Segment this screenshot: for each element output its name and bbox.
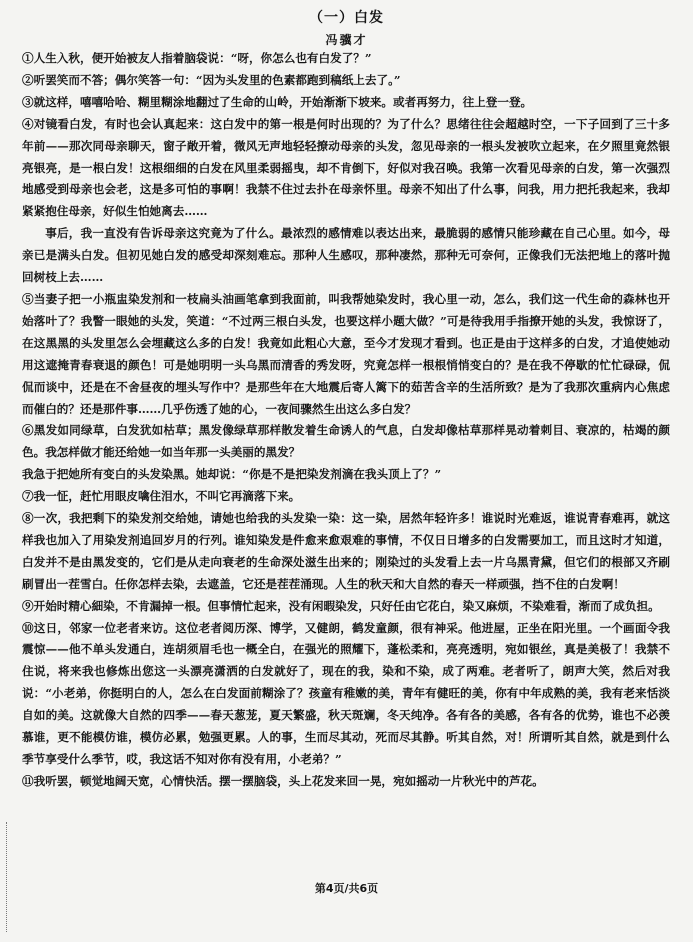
- paragraph-7: ⑦我一怔，赶忙用眼皮噙住泪水，不叫它再滴落下来。: [22, 489, 301, 504]
- paragraph-4: ④对镜看白发，有时也会认真起来：这白发中的第一根是何时出现的？为了什么？思绪往往会超越时空，一下子回到了三十多年前——那次同母亲聊天，窗子敞开着，微风无声地轻轻撩动母亲的头发，忽见母亲的一根头发被吹立起来，在夕照里竟然银亮银亮，是一根白发！这根细细的白发在风里柔弱摇曳，却不肯倒下，好似对我召唤。我第一次看见母亲的白发，第一次强烈地感受到母亲也会老，这是多可怕的事啊！我禁不住过去扑在母亲怀里。母亲不知出了什么事，问我，用力把托我起来，我却紧紧抱住母亲，好似生怕她离去……: [22, 116, 670, 219]
- article-author: 冯骥才: [325, 33, 368, 47]
- paragraph-3: ③就这样，嘻嘻哈哈、糊里糊涂地翻过了生命的山岭，开始渐渐下坡来。或者再努力，往上登一登。: [22, 94, 533, 109]
- paragraph-6-continued: 我急于把她所有变白的头发染黑。她却说：“你是不是把染发剂滴在我头顶上了？”: [22, 467, 442, 482]
- paragraph-9: ⑨开始时精心細染，不肯漏掉一根。但事情忙起来，没有闲暇染发，只好任由它花白，染又麻烦，不染难看，渐而了成负担。: [22, 598, 660, 613]
- article-body: [22, 48, 670, 793]
- paragraph-6: ⑥黑发如同绿草，白发犹如枯草；黑发像绿草那样散发着生命诱人的气息，白发却像枯草那样晃动着刺目、衰凉的，枯竭的颜色。我怎样做才能还给她一如当年那一头美丽的黑发？: [22, 423, 670, 460]
- paragraph-4-continued: 事后，我一直没有告诉母亲这究竟为了什么。最浓烈的感情难以表达出来，最脆弱的感情只能珍藏在自己心里。如今，母亲已是满头白发。但初见她白发的感受却深刻难忘。那种人生感叹，那种凄然，那种无可奈何，正像我们无法把地上的落叶抛回树枝上去……: [22, 226, 670, 285]
- article-title: （一）白发: [309, 10, 384, 26]
- paragraph-5: ⑤当妻子把一小瓶盅染发剂和一枝扁头油画笔拿到我面前，叫我帮她染发时，我心里一动，怎么，我们这一代生命的森林也开始落叶了？我瞥一眼她的头发，笑道：“不过两三根白头发，也要这样小题大做？”可是待我用手指撩开她的头发，我惊讶了，在这黑黑的头发里怎么会埋藏这么多的白发！我竟如此粗心大意，至今才发现才看到。也正是由于这样多的白发，才追使她动用这遮掩青春衰退的颜色！可是她明明一头乌黑而清香的秀发呀，究竟怎样一根根悄悄变白的？是在我不停歇的忙忙碌碌，侃侃而谈中，还是在不舍昼夜的埋头写作中？是那些年在大地震后寄人篱下的茹苦含辛的生活所致？是为了我那次重病内心焦虑而催白的？还是那件事……几乎伤透了她的心，一夜间骤然生出这么多白发？: [22, 291, 670, 416]
- binding-edge-line: [6, 822, 7, 932]
- paragraph-10: ⑩这日，邻家一位老者来访。这位老者阅历深、博学，又健朗，鹤发童颜，很有神采。他进屋，正坐在阳光里。一个画面令我震惊——他不单头发通白，连胡须眉毛也一概全白，在强光的照耀下，蓬松柔和，亮亮透明，宛如银丝，真是美极了！我禁不住说，将来我也修炼出您这一头漂亮潇洒的白发就好了，现在的我，染和不染，成了两难。老者听了，朗声大笑，然后对我说：“小老弟，你挺明白的人，怎么在白发面前糊涂了？孩童有稚嫩的美，青年有健旺的美，你有中年成熟的美，我有老来恬淡自如的美。这就像大自然的四季——春天葱茏，夏天繁盛，秋天斑斓，冬天纯净。各有各的美感，各有各的优势，谁也不必羡慕谁，更不能模仿谁，模仿必累，勉强更累。人的事，生而尽其动，死而尽其静。听其自然，对！所谓听其自然，就是到什么季节享受什么季节，哎，我这话不知对你有没有用，小老弟？”: [22, 620, 670, 766]
- paragraph-2: ②听罢笑而不答；偶尔笑答一句：“因为头发里的色素都跑到稿纸上去了。”: [22, 72, 401, 87]
- paragraph-11: ⑪我听罢，顿觉地阔天宽，心情快活。摆一摆脑袋，头上花发来回一晃，宛如摇动一片秋光中的芦花。: [22, 773, 544, 788]
- paragraph-1: ①人生入秋，便开始被友人指着脑袋说：“呀，你怎么也有白发了？”: [22, 51, 372, 65]
- page-number: 第4页/共6页: [314, 882, 379, 895]
- paragraph-8: ⑧一次，我把剩下的染发剂交给她，请她也给我的头发染一染：这一染，居然年轻许多！谁说时光难返，谁说青春难再，就这样我也加入了用染发剂追回岁月的行列。谁知染发是件愈来愈艰难的事情，不仅日日增多的白发需要加工，而且这时才知道，白发并不是由黑发变的，它们是从走向衰老的生命深处滋生出来的；刚染过的头发看上去一片乌黑青黛，但它们的根部又齐刷刷冒出一茬雪白。任你怎样去染，去遮盖，它还是茬茬涌现。人生的秋天和大自然的春天一样顽强，挡不住的白发啊！: [22, 511, 670, 591]
